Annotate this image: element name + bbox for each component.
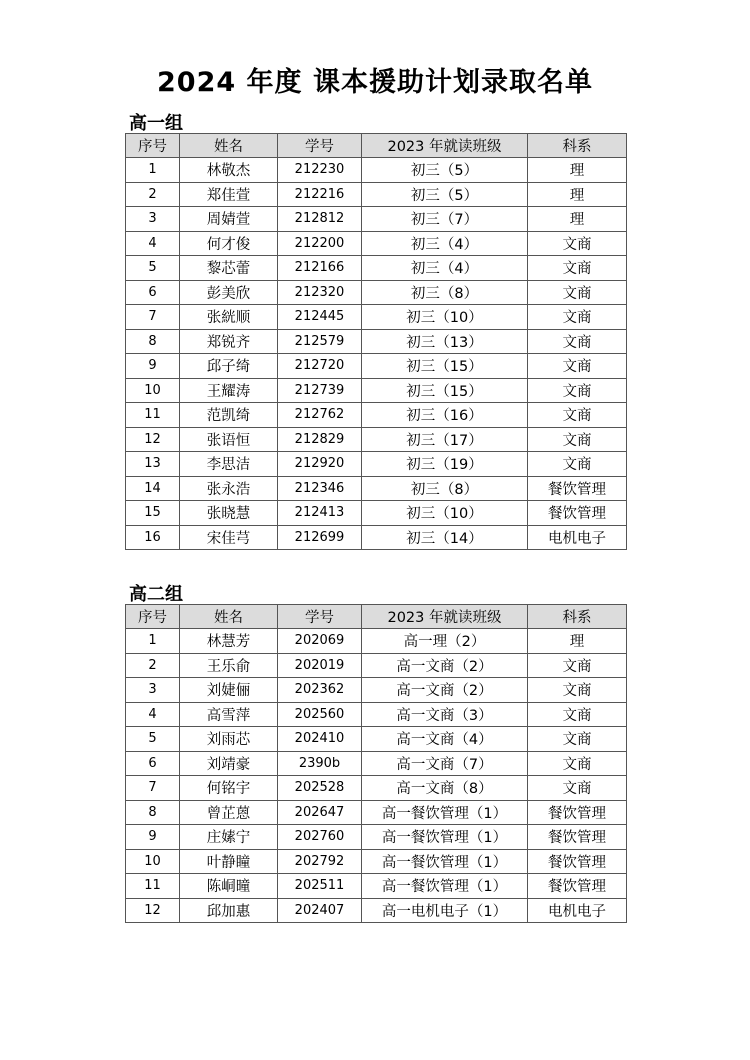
cell-number: 16 [126,525,180,550]
col-header-student-id: 学号 [278,605,362,629]
cell-class: 初三（16） [362,403,528,428]
cell-class: 初三（13） [362,329,528,354]
cell-department: 电机电子 [528,525,627,550]
table-row [126,898,627,923]
cell-class: 高一文商（4） [362,727,528,752]
cell-department: 文商 [528,776,627,801]
cell-number: 15 [126,501,180,526]
cell-student-id: 202560 [278,702,362,727]
table-row [126,825,627,850]
cell-department: 文商 [528,702,627,727]
cell-class: 初三（5） [362,158,528,183]
cell-name: 彭美欣 [180,280,278,305]
cell-name: 刘雨芯 [180,727,278,752]
cell-department: 理 [528,158,627,183]
page-title: 2024 年度 课本援助计划录取名单 [157,67,593,98]
cell-department: 文商 [528,329,627,354]
cell-number: 2 [126,653,180,678]
cell-class: 初三（17） [362,427,528,452]
cell-name: 张语恒 [180,427,278,452]
cell-department: 餐饮管理 [528,800,627,825]
cell-number: 4 [126,702,180,727]
cell-name: 林敬杰 [180,158,278,183]
table-row [126,874,627,899]
cell-student-id: 212812 [278,207,362,232]
cell-number: 9 [126,354,180,379]
cell-number: 8 [126,329,180,354]
cell-student-id: 212829 [278,427,362,452]
table-row [126,702,627,727]
cell-name: 李思洁 [180,452,278,477]
cell-student-id: 212200 [278,231,362,256]
cell-student-id: 212920 [278,452,362,477]
table-row [126,207,627,232]
table-row [126,182,627,207]
cell-name: 张晓慧 [180,501,278,526]
cell-number: 1 [126,158,180,183]
cell-student-id: 212346 [278,476,362,501]
table-row [126,653,627,678]
cell-student-id: 202792 [278,849,362,874]
cell-number: 3 [126,207,180,232]
cell-department: 餐饮管理 [528,874,627,899]
cell-student-id: 212720 [278,354,362,379]
table-header-row [126,605,627,629]
cell-student-id: 212320 [278,280,362,305]
cell-department: 文商 [528,403,627,428]
cell-number: 5 [126,727,180,752]
cell-student-id: 202528 [278,776,362,801]
cell-class: 高一理（2） [362,629,528,654]
cell-department: 文商 [528,354,627,379]
col-header-class: 2023 年就读班级 [362,605,528,629]
cell-class: 高一电机电子（1） [362,898,528,923]
cell-number: 1 [126,629,180,654]
cell-student-id: 212413 [278,501,362,526]
col-header-name: 姓名 [180,605,278,629]
cell-class: 初三（15） [362,378,528,403]
cell-department: 餐饮管理 [528,501,627,526]
cell-class: 高一餐饮管理（1） [362,800,528,825]
cell-department: 餐饮管理 [528,476,627,501]
cell-student-id: 202647 [278,800,362,825]
cell-student-id: 202019 [278,653,362,678]
table-row [126,800,627,825]
col-header-number: 序号 [126,134,180,158]
cell-student-id: 202511 [278,874,362,899]
cell-name: 宋佳芎 [180,525,278,550]
cell-class: 初三（5） [362,182,528,207]
table-row [126,678,627,703]
cell-class: 高一餐饮管理（1） [362,849,528,874]
cell-class: 高一文商（3） [362,702,528,727]
cell-class: 初三（15） [362,354,528,379]
cell-name: 张絖顺 [180,305,278,330]
cell-department: 文商 [528,653,627,678]
table-row [126,501,627,526]
cell-number: 12 [126,427,180,452]
cell-student-id: 212166 [278,256,362,281]
cell-department: 理 [528,629,627,654]
table-header-row [126,134,627,158]
col-header-name: 姓名 [180,134,278,158]
cell-number: 2 [126,182,180,207]
cell-class: 高一文商（2） [362,653,528,678]
cell-number: 6 [126,280,180,305]
cell-name: 叶静瞳 [180,849,278,874]
table-row [126,727,627,752]
col-header-student-id: 学号 [278,134,362,158]
cell-class: 高一餐饮管理（1） [362,874,528,899]
cell-department: 文商 [528,452,627,477]
table-row [126,231,627,256]
col-header-department: 科系 [528,605,627,629]
cell-name: 林慧芳 [180,629,278,654]
cell-number: 7 [126,305,180,330]
cell-department: 文商 [528,427,627,452]
cell-number: 12 [126,898,180,923]
cell-number: 4 [126,231,180,256]
cell-number: 5 [126,256,180,281]
cell-name: 何才俊 [180,231,278,256]
cell-department: 文商 [528,280,627,305]
col-header-class: 2023 年就读班级 [362,134,528,158]
cell-name: 周婧萱 [180,207,278,232]
cell-student-id: 202760 [278,825,362,850]
cell-department: 文商 [528,305,627,330]
cell-department: 理 [528,207,627,232]
cell-number: 11 [126,874,180,899]
cell-number: 3 [126,678,180,703]
cell-number: 6 [126,751,180,776]
cell-name: 高雪萍 [180,702,278,727]
cell-class: 高一文商（8） [362,776,528,801]
cell-department: 文商 [528,378,627,403]
cell-department: 文商 [528,231,627,256]
table-row [126,476,627,501]
cell-student-id: 202410 [278,727,362,752]
cell-number: 11 [126,403,180,428]
cell-department: 文商 [528,727,627,752]
cell-class: 高一文商（2） [362,678,528,703]
cell-class: 初三（10） [362,305,528,330]
table-row [126,403,627,428]
cell-department: 理 [528,182,627,207]
group-heading-1: 高一组 [129,113,183,134]
cell-number: 7 [126,776,180,801]
cell-class: 初三（19） [362,452,528,477]
roster-table-1 [125,133,627,550]
cell-number: 9 [126,825,180,850]
cell-name: 黎芯蕾 [180,256,278,281]
group-heading-2: 高二组 [129,584,183,605]
table-row [126,378,627,403]
cell-department: 餐饮管理 [528,825,627,850]
cell-class: 初三（4） [362,256,528,281]
cell-department: 电机电子 [528,898,627,923]
col-header-number: 序号 [126,605,180,629]
cell-number: 10 [126,849,180,874]
cell-department: 文商 [528,256,627,281]
cell-number: 14 [126,476,180,501]
table-row [126,525,627,550]
table-row [126,751,627,776]
cell-student-id: 212739 [278,378,362,403]
cell-student-id: 212445 [278,305,362,330]
cell-class: 高一文商（7） [362,751,528,776]
table-row [126,256,627,281]
cell-student-id: 212699 [278,525,362,550]
cell-name: 郑佳萱 [180,182,278,207]
cell-number: 10 [126,378,180,403]
cell-name: 范凯绮 [180,403,278,428]
roster-table-2 [125,604,627,923]
cell-name: 邱加惠 [180,898,278,923]
cell-student-id: 2390b [278,751,362,776]
table-row [126,776,627,801]
cell-department: 文商 [528,751,627,776]
table-row [126,354,627,379]
cell-department: 餐饮管理 [528,849,627,874]
table-row [126,849,627,874]
cell-student-id: 202407 [278,898,362,923]
cell-student-id: 202362 [278,678,362,703]
cell-class: 初三（14） [362,525,528,550]
cell-number: 8 [126,800,180,825]
cell-class: 初三（4） [362,231,528,256]
table-row [126,629,627,654]
cell-name: 王耀涛 [180,378,278,403]
cell-name: 王乐俞 [180,653,278,678]
cell-name: 邱子绮 [180,354,278,379]
cell-name: 曾芷蒽 [180,800,278,825]
cell-name: 郑锐齐 [180,329,278,354]
col-header-department: 科系 [528,134,627,158]
table-row [126,280,627,305]
cell-class: 初三（8） [362,476,528,501]
cell-name: 张永浩 [180,476,278,501]
cell-student-id: 212230 [278,158,362,183]
cell-student-id: 212216 [278,182,362,207]
cell-student-id: 212579 [278,329,362,354]
cell-name: 陈峒曈 [180,874,278,899]
cell-class: 高一餐饮管理（1） [362,825,528,850]
cell-department: 文商 [528,678,627,703]
cell-class: 初三（10） [362,501,528,526]
cell-name: 庄嫊宁 [180,825,278,850]
cell-name: 何铭宇 [180,776,278,801]
cell-class: 初三（8） [362,280,528,305]
cell-name: 刘靖豪 [180,751,278,776]
table-row [126,305,627,330]
table-row [126,329,627,354]
table-row [126,452,627,477]
cell-name: 刘婕俪 [180,678,278,703]
table-row [126,158,627,183]
cell-class: 初三（7） [362,207,528,232]
cell-number: 13 [126,452,180,477]
table-row [126,427,627,452]
cell-student-id: 212762 [278,403,362,428]
cell-student-id: 202069 [278,629,362,654]
